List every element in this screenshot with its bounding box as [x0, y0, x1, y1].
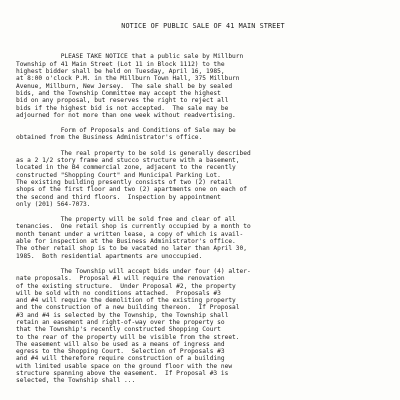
paragraph [16, 127, 390, 142]
paragraph [16, 268, 390, 385]
text-line: that the Township's recently constructed Shopping Court [16, 326, 221, 334]
text-line: with limited usable space on the ground floor with the new [16, 362, 233, 370]
text-line: bids, and the Township Committee may accept the highest [16, 89, 221, 97]
text-line: The other retail shop is to be vacated no later than April 30, [16, 245, 247, 253]
text-line: selected, the Township shall ... [16, 377, 136, 385]
document-title: NOTICE OF PUBLIC SALE OF 41 MAIN STREET [121, 21, 285, 30]
text-line: nate proposals. Proposal #1 will require the renovation [16, 275, 225, 283]
text-line: The Township will accept bids under four (4) alter- [16, 267, 251, 275]
text-line: and the construction of a new building thereon. If Proposal [16, 304, 240, 312]
paragraphs-container [16, 53, 390, 384]
text-line: retain an easement and right-of-way over the property so [16, 318, 225, 326]
text-line: #3 and #4 is selected by the Township, the Township shall [16, 311, 229, 319]
text-line: tenancies. One retail shop is currently occupied by a month to [16, 223, 251, 231]
text-line: constructed "Shopping Court" and Municipal Parking Lot. [16, 171, 221, 179]
text-line: to the rear of the property will be visible from the street. [16, 333, 240, 341]
text-line: shops of the first floor and two (2) apartments one on each of [16, 186, 247, 194]
text-line: The existing building presently consists of two (2) retail [16, 178, 233, 186]
text-line: 1985. Both residential apartments are unoccupied. [16, 252, 203, 260]
text-line: bid on any proposal, but reserves the right to reject all [16, 97, 229, 105]
text-line: PLEASE TAKE NOTICE that a public sale by Millburn [16, 53, 244, 61]
text-line: only (201) 564-7073. [16, 200, 91, 208]
text-line: and #4 will require the demolition of the existing property [16, 297, 236, 305]
text-line: will be sold with no conditions attached. Proposals #3 [16, 289, 221, 297]
paragraph [16, 53, 390, 119]
text-line: located in the B4 commercial zone, adjacent to the recently [16, 164, 236, 172]
text-line: bids if the highest bid is not accepted. The sale may be [16, 104, 229, 112]
paragraph [16, 216, 390, 260]
text-line: as a 2 1/2 story frame and stucco structure with a basement, [16, 157, 240, 165]
text-line: of the existing structure. Under Proposal #2, the property [16, 282, 236, 290]
text-line: adjourned for not more than one week without readvertising. [16, 111, 236, 119]
text-line: structure spanning above the easement. If Proposal #3 is [16, 370, 229, 378]
text-line: The easement will also be used as a means of ingress and [16, 340, 225, 348]
text-line: highest bidder shall be held on Tuesday, April 16, 1985, [16, 68, 225, 76]
text-line: The real property to be sold is generally described [16, 149, 251, 157]
text-line: obtained from the Business Administrator's office. [16, 134, 203, 142]
text-line: and #4 will therefore require construction of a building [16, 355, 225, 363]
document-body [16, 8, 390, 400]
text-line: Form of Proposals and Conditions of Sale may be [16, 127, 236, 135]
text-line: Avenue, Millburn, New Jersey. The sale shall be by sealed [16, 82, 233, 90]
text-line: able for inspection at the Business Administrator's office. [16, 238, 236, 246]
paragraph [16, 150, 390, 208]
text-line: month tenant under a written lease, a copy of which is avail- [16, 230, 244, 238]
text-line: The property will be sold free and clear of all [16, 216, 236, 224]
text-line: the second and third floors. Inspection by appointment [16, 193, 221, 201]
text-line: Township of 41 Main Street (Lot 11 in Block 1112) to the [16, 60, 225, 68]
text-line: at 8:00 o'clock P.M. in the Millburn Town Hall, 375 Millburn [16, 75, 240, 83]
text-line: egress to the Shopping Court. Selection of Proposals #3 [16, 348, 225, 356]
